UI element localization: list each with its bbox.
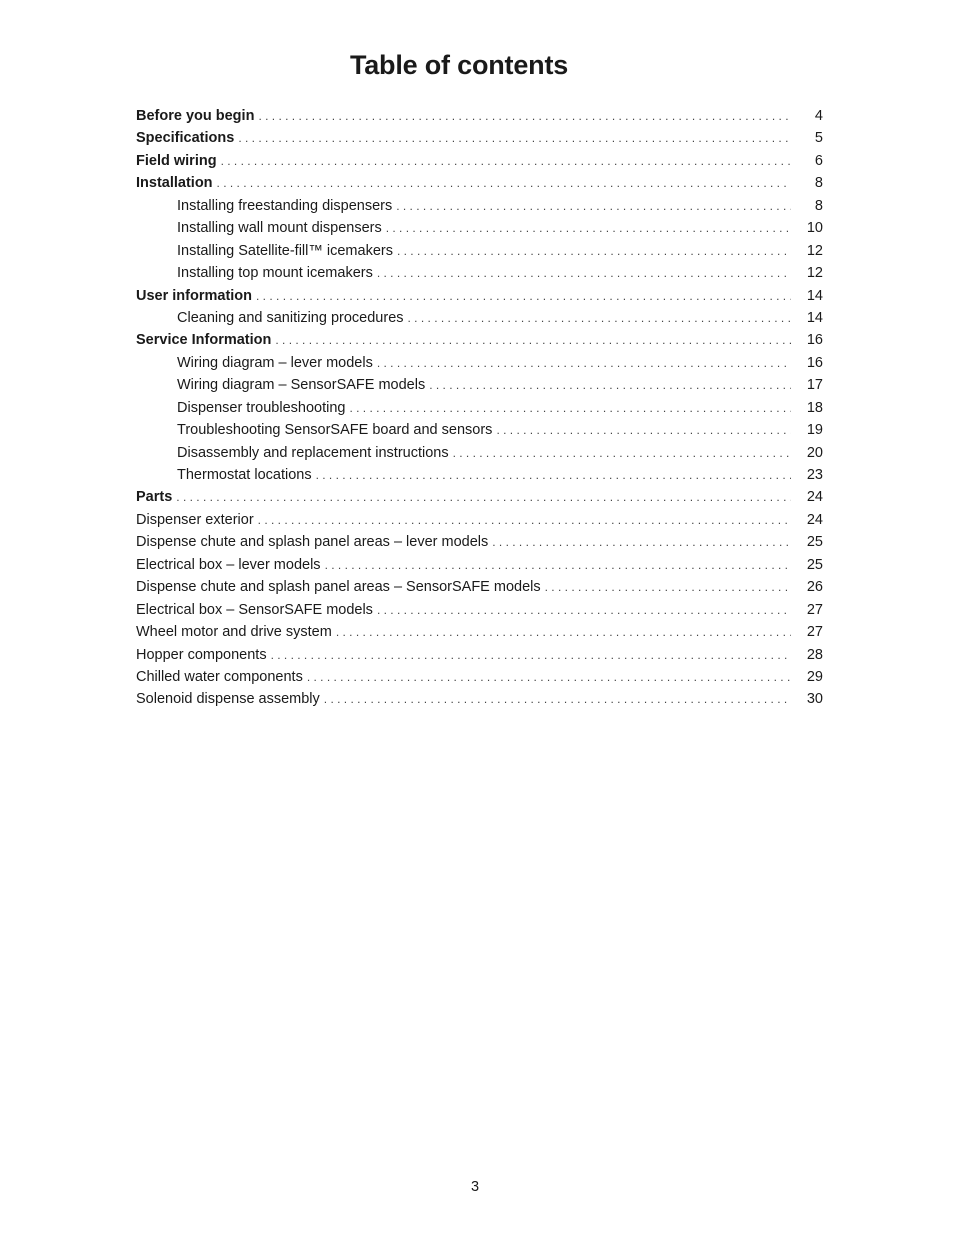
toc-entry[interactable] xyxy=(136,531,823,553)
toc-entry-page: 24 xyxy=(806,511,823,528)
toc-entry-label: Installing Satellite-fill™ icemakers xyxy=(177,242,393,259)
toc-entry[interactable] xyxy=(136,621,823,643)
toc-entry-page: 6 xyxy=(814,152,823,169)
toc-entry[interactable] xyxy=(136,442,823,464)
toc-dot-leader xyxy=(496,419,791,441)
toc-dot-leader xyxy=(429,374,791,396)
page-title: Table of contents xyxy=(349,50,569,80)
toc-entry[interactable] xyxy=(136,599,823,621)
toc-entry-label: Wiring diagram – SensorSAFE models xyxy=(177,377,426,394)
toc-dot-leader xyxy=(217,172,791,194)
toc-entry-label: Installing wall mount dispensers xyxy=(177,220,382,237)
toc-entry-page: 20 xyxy=(806,444,823,461)
toc-entry-page: 29 xyxy=(806,668,823,685)
toc-entry[interactable] xyxy=(136,217,823,239)
toc-dot-leader xyxy=(386,217,791,239)
toc-entry-page: 23 xyxy=(806,467,823,483)
toc-dot-leader xyxy=(336,621,791,643)
toc-entry[interactable] xyxy=(136,127,823,149)
toc-entry[interactable] xyxy=(136,688,823,710)
toc-entry[interactable] xyxy=(136,329,823,351)
toc-entry-page: 25 xyxy=(806,556,823,573)
toc-entry[interactable] xyxy=(136,352,823,374)
toc-dot-leader xyxy=(275,329,791,351)
toc-entry-label: Before you begin xyxy=(136,108,255,124)
toc-entry[interactable] xyxy=(136,150,823,172)
toc-entry-page: 18 xyxy=(806,399,823,416)
toc-entry[interactable] xyxy=(136,509,823,531)
toc-dot-leader xyxy=(377,262,791,284)
toc-entry-label: Installing top mount icemakers xyxy=(177,265,373,282)
toc-entry[interactable] xyxy=(136,464,823,486)
toc-entry[interactable] xyxy=(136,576,823,598)
toc-entry-label: User information xyxy=(136,287,253,304)
toc-entry-label: Wheel motor and drive system xyxy=(136,624,332,641)
toc-entry-page: 5 xyxy=(814,130,823,147)
toc-entry-page: 24 xyxy=(806,489,823,506)
toc-dot-leader xyxy=(176,486,791,508)
toc-entry[interactable] xyxy=(136,172,823,194)
toc-entry-label: Service Information xyxy=(136,332,272,349)
toc-entry-label: Dispense chute and splash panel areas – SensorSAFE models xyxy=(136,579,541,596)
toc-entry-page: 19 xyxy=(806,422,823,439)
toc-entry-label: Field wiring xyxy=(136,152,217,169)
toc-entry-page: 16 xyxy=(806,332,823,349)
toc-entry-page: 16 xyxy=(806,354,823,371)
toc-dot-leader xyxy=(349,397,791,419)
toc-entry-page: 8 xyxy=(814,197,823,214)
toc-dot-leader xyxy=(256,285,791,307)
toc-dot-leader xyxy=(324,688,791,710)
toc-list xyxy=(136,105,823,711)
toc-entry-page: 14 xyxy=(806,309,823,326)
toc-dot-leader xyxy=(258,105,791,127)
toc-entry-page: 28 xyxy=(806,646,823,663)
toc-entry-page: 14 xyxy=(806,287,823,304)
toc-dot-leader xyxy=(307,666,791,688)
toc-entry-page: 12 xyxy=(806,265,823,282)
toc-entry-label: Dispenser exterior xyxy=(136,511,254,528)
toc-entry-page: 4 xyxy=(814,108,823,124)
toc-dot-leader xyxy=(258,509,791,531)
toc-dot-leader xyxy=(492,531,791,553)
toc-entry-page: 27 xyxy=(806,601,823,618)
toc-dot-leader xyxy=(316,464,791,486)
toc-dot-leader xyxy=(377,599,791,621)
toc-entry[interactable] xyxy=(136,262,823,284)
toc-entry-page: 30 xyxy=(806,691,823,708)
toc-entry[interactable] xyxy=(136,397,823,419)
toc-dot-leader xyxy=(396,195,791,217)
toc-dot-leader xyxy=(325,554,791,576)
toc-entry-label: Troubleshooting SensorSAFE board and sensors xyxy=(177,422,493,439)
toc-entry-label: Installing freestanding dispensers xyxy=(177,197,393,214)
toc-entry-page: 25 xyxy=(806,534,823,551)
toc-entry-label: Wiring diagram – lever models xyxy=(177,354,373,371)
toc-entry-label: Electrical box – lever models xyxy=(136,556,321,573)
toc-entry-label: Dispenser troubleshooting xyxy=(177,399,346,416)
toc-dot-leader xyxy=(397,240,791,262)
toc-entry[interactable] xyxy=(136,307,823,329)
toc-entry[interactable] xyxy=(136,644,823,666)
toc-entry-page: 8 xyxy=(814,175,823,192)
toc-entry[interactable] xyxy=(136,374,823,396)
toc-entry[interactable] xyxy=(136,666,823,688)
toc-entry-page: 12 xyxy=(806,242,823,259)
toc-entry-label: Cleaning and sanitizing procedures xyxy=(177,309,404,326)
toc-entry-label: Electrical box – SensorSAFE models xyxy=(136,601,373,618)
toc-entry-label: Solenoid dispense assembly xyxy=(136,691,320,708)
page-number: 3 xyxy=(470,1179,480,1195)
toc-entry[interactable] xyxy=(136,285,823,307)
toc-entry[interactable] xyxy=(136,195,823,217)
toc-entry-label: Installation xyxy=(136,175,213,192)
toc-entry-label: Thermostat locations xyxy=(177,467,312,483)
toc-entry[interactable] xyxy=(136,419,823,441)
toc-entry-label: Disassembly and replacement instructions xyxy=(177,444,449,461)
toc-entry-label: Chilled water components xyxy=(136,668,303,685)
toc-entry-page: 17 xyxy=(806,377,823,394)
toc-entry-label: Parts xyxy=(136,489,173,506)
toc-entry[interactable] xyxy=(136,486,823,508)
toc-entry-label: Dispense chute and splash panel areas – lever models xyxy=(136,534,489,551)
toc-entry-label: Hopper components xyxy=(136,646,267,663)
toc-entry-page: 27 xyxy=(806,624,823,641)
toc-dot-leader xyxy=(377,352,791,374)
toc-entry[interactable] xyxy=(136,240,823,262)
toc-dot-leader xyxy=(271,644,791,666)
toc-dot-leader xyxy=(453,442,791,464)
toc-entry[interactable] xyxy=(136,105,823,127)
toc-dot-leader xyxy=(238,127,791,149)
toc-dot-leader xyxy=(545,576,791,598)
toc-entry-page: 10 xyxy=(806,220,823,237)
toc-entry[interactable] xyxy=(136,554,823,576)
toc-entry-page: 26 xyxy=(806,579,823,596)
toc-dot-leader xyxy=(221,150,791,172)
toc-entry-label: Specifications xyxy=(136,130,235,147)
toc-dot-leader xyxy=(408,307,791,329)
